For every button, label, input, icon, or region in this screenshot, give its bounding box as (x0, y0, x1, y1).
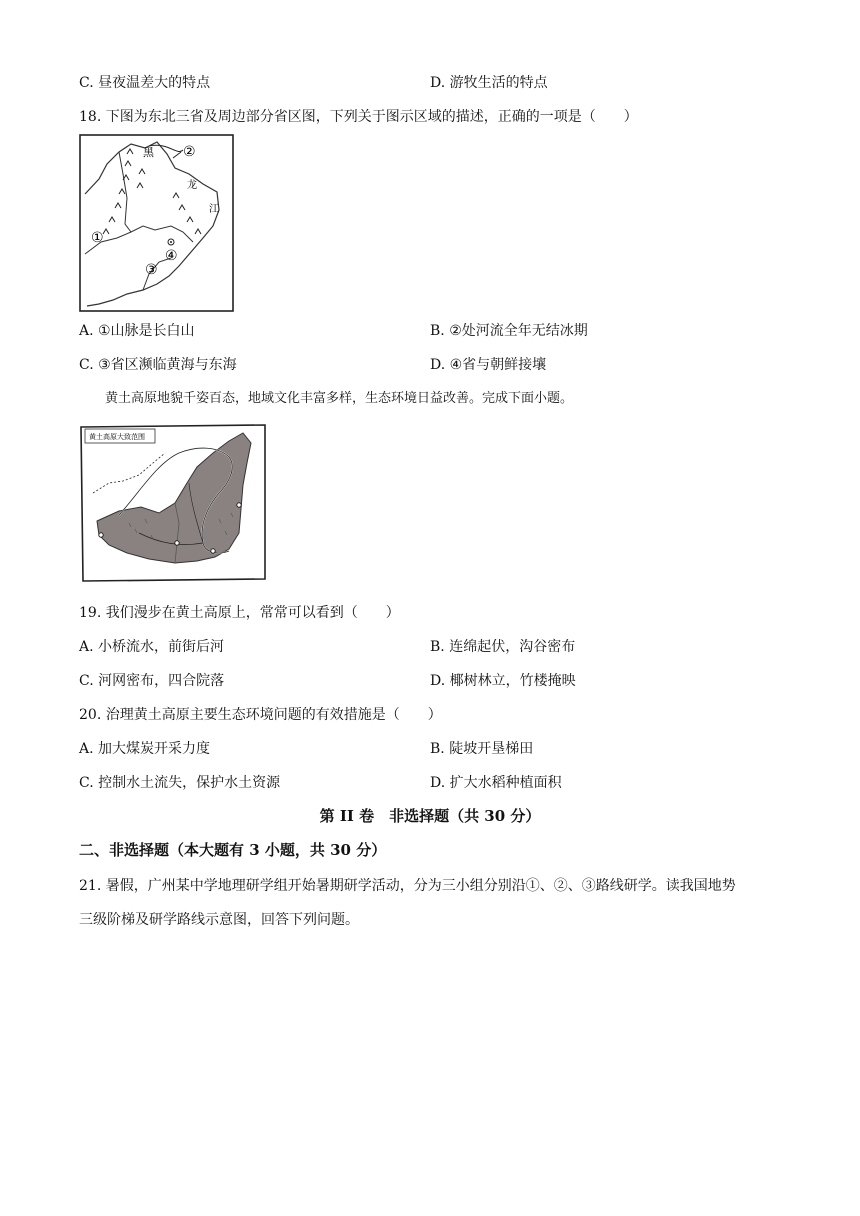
q19-stem: 19. 我们漫步在黄土高原上，常常可以看到（ ） (79, 605, 400, 621)
q18-option-c: C. ③省区濒临黄海与东海 (79, 357, 237, 373)
northeast-china-map (79, 134, 234, 312)
map-label-1: ① (91, 230, 104, 246)
q18-stem: 18. 下图为东北三省及周边部分省区图，下列关于图示区域的描述，正确的一项是（ ） (79, 109, 638, 125)
q19-option-d: D. 椰树林立，竹楼掩映 (430, 673, 576, 689)
q21-line-2: 三级阶梯及研学路线示意图，回答下列问题。 (79, 912, 359, 928)
loess-plateau-map (79, 423, 267, 583)
q18-option-b: B. ②处河流全年无结冰期 (430, 323, 588, 339)
q21-line-1: 21. 暑假，广州某中学地理研学组开始暑期研学活动，分为三小组分别沿①、②、③路线研学。读我国地势 (79, 878, 736, 894)
map-label-hei: 黑 (143, 146, 154, 159)
map-label-2: ② (183, 144, 196, 160)
q17-option-d: D. 游牧生活的特点 (430, 75, 548, 91)
loess-intro: 黄土高原地貌千姿百态，地域文化丰富多样，生态环境日益改善。完成下面小题。 (105, 391, 574, 406)
q18-option-a: A. ①山脉是长白山 (79, 323, 195, 339)
q18-option-d: D. ④省与朝鲜接壤 (430, 357, 547, 373)
q20-option-c: C. 控制水土流失，保护水土资源 (79, 775, 281, 791)
map-label-jiang: 江 (209, 204, 219, 215)
q17-option-c: C. 昼夜温差大的特点 (79, 75, 211, 91)
q20-option-d: D. 扩大水稻种植面积 (430, 775, 562, 791)
section-2-title: 二、非选择题（本大题有 3 小题，共 30 分） (79, 841, 387, 859)
map-label-3: ③ (145, 262, 158, 278)
q20-option-b: B. 陡坡开垦梯田 (430, 741, 534, 757)
map-label-long: 龙 (187, 180, 197, 191)
volume-2-title: 第 II 卷 非选择题（共 30 分） (319, 807, 541, 825)
loess-map-title: 黄土高原大致范围 (89, 433, 145, 441)
q19-option-c: C. 河网密布，四合院落 (79, 673, 225, 689)
map-label-4: ④ (165, 248, 178, 264)
q20-option-a: A. 加大煤炭开采力度 (79, 741, 211, 757)
q20-stem: 20. 治理黄土高原主要生态环境问题的有效措施是（ ） (79, 707, 442, 723)
q19-option-b: B. 连绵起伏，沟谷密布 (430, 639, 576, 655)
q19-option-a: A. 小桥流水，前街后河 (79, 639, 225, 655)
